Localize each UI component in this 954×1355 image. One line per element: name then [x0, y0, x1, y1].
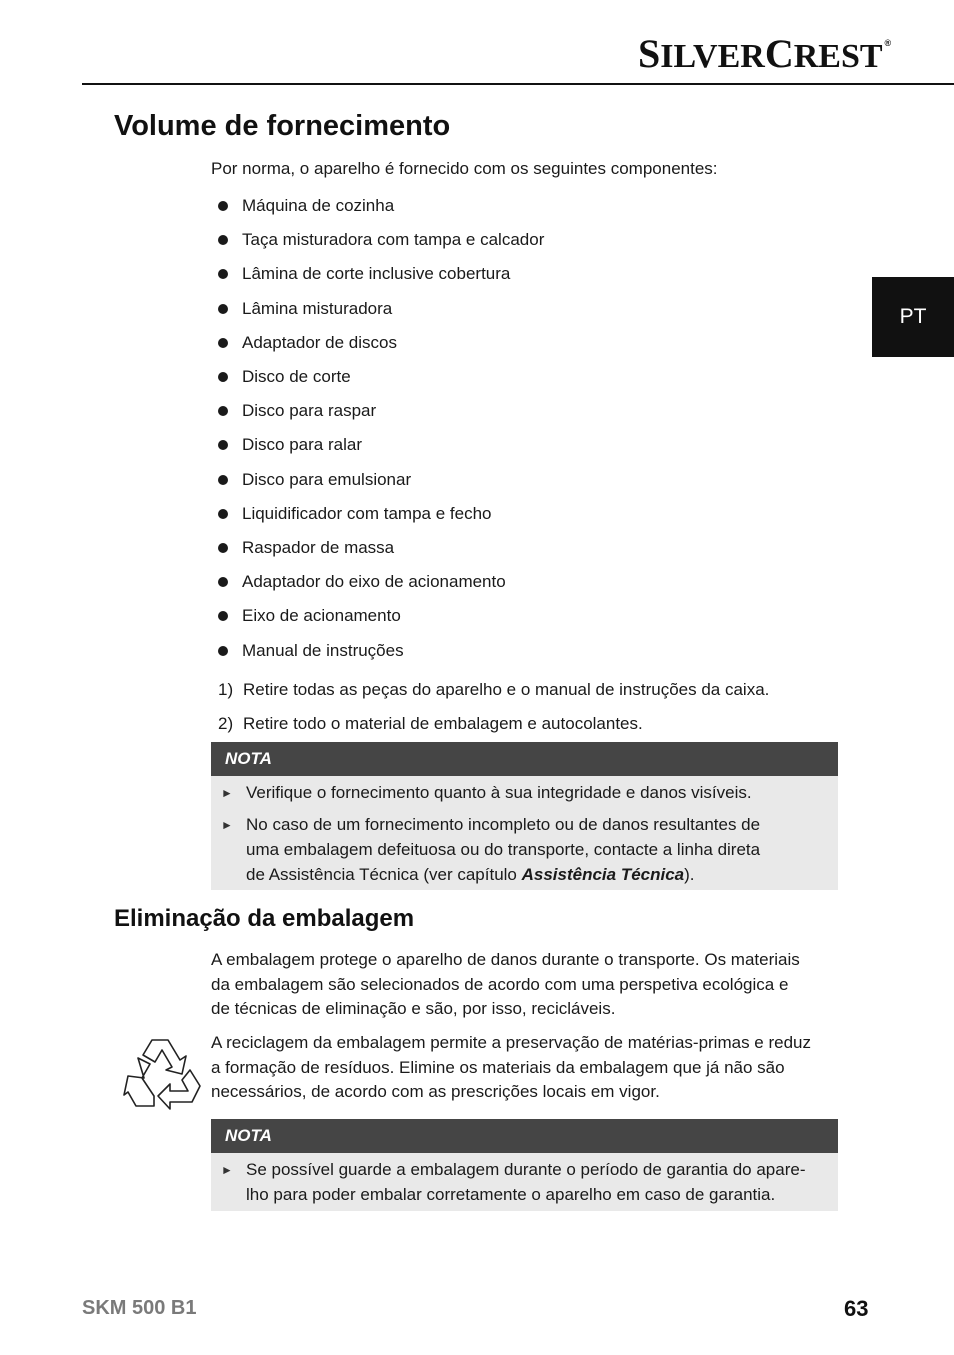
- list-item: Disco para raspar: [218, 394, 544, 428]
- component-list: [218, 189, 544, 668]
- disposal-paragraph-2: A reciclagem da embalagem permite a preservação de matérias-primas e reduz a formação de resíduos. Elimine os materiais da embalagem que já não são necessários, de acordo com as prescrições locais em vigor.: [211, 1033, 811, 1101]
- bullet-icon: [218, 269, 228, 279]
- note-item: ► No caso de um fornecimento incompleto ou de danos resultantes de uma embalagem defeituosa ou do transporte, contacte a linha direta de Assistência Técnica (ver capítulo Assistência Técnica).: [221, 812, 818, 887]
- list-item: Taça misturadora com tampa e calcador: [218, 223, 544, 257]
- arrow-right-icon: ►: [221, 1163, 233, 1177]
- chapter-reference: Assistência Técnica: [521, 865, 685, 884]
- list-item: Adaptador do eixo de acionamento: [218, 565, 544, 599]
- bullet-icon: [218, 611, 228, 621]
- section-title-delivery: Volume de fornecimento: [114, 110, 451, 142]
- bullet-icon: [218, 646, 228, 656]
- list-item: Manual de instruções: [218, 633, 544, 667]
- bullet-icon: [218, 440, 228, 450]
- recycle-icon: [122, 1036, 204, 1112]
- bullet-icon: [218, 235, 228, 245]
- list-item: Máquina de cozinha: [218, 189, 544, 223]
- list-item: Lâmina misturadora: [218, 292, 544, 326]
- step-item: 1) Retire todas as peças do aparelho e o manual de instruções da caixa.: [218, 680, 770, 699]
- bullet-icon: [218, 509, 228, 519]
- note-body: [211, 776, 838, 890]
- arrow-right-icon: ►: [221, 818, 233, 832]
- steps-list: [218, 673, 769, 741]
- list-item: Lâmina de corte inclusive cobertura: [218, 257, 544, 291]
- language-tab: PT: [872, 277, 954, 357]
- step-item: 2) Retire todo o material de embalagem e autocolantes.: [218, 714, 643, 733]
- page-number: 63: [844, 1296, 869, 1321]
- bullet-icon: [218, 304, 228, 314]
- bullet-icon: [218, 577, 228, 587]
- list-item: Disco de corte: [218, 360, 544, 394]
- header-rule: [82, 83, 954, 85]
- note-body: [211, 1153, 838, 1211]
- bullet-icon: [218, 543, 228, 553]
- note-header: NOTA: [211, 742, 838, 776]
- disposal-paragraph-1: A embalagem protege o aparelho de danos durante o transporte. Os materiais da embalagem são selecionados de acordo com uma perspetiva ecológica e de técnicas de eliminação e são, por isso, recicláveis.: [211, 950, 800, 1018]
- arrow-right-icon: ►: [221, 786, 233, 800]
- list-item: Disco para emulsionar: [218, 463, 544, 497]
- intro-text: Por norma, o aparelho é fornecido com os seguintes componentes:: [211, 159, 718, 178]
- note-item: ► Se possível guarde a embalagem durante o período de garantia do apare- lho para poder embalar corretamente o aparelho em caso de garantia.: [221, 1157, 818, 1207]
- bullet-icon: [218, 338, 228, 348]
- brand-logo: SILVERCREST ®: [638, 31, 892, 76]
- list-item: Eixo de acionamento: [218, 599, 544, 633]
- list-item: Liquidificador com tampa e fecho: [218, 497, 544, 531]
- section-title-disposal: Eliminação da embalagem: [114, 905, 415, 932]
- note-item: ► Verifique o fornecimento quanto à sua integridade e danos visíveis.: [221, 780, 818, 806]
- list-item: Disco para ralar: [218, 428, 544, 462]
- bullet-icon: [218, 406, 228, 416]
- footer-model: SKM 500 B1: [82, 1297, 197, 1319]
- bullet-icon: [218, 201, 228, 211]
- bullet-icon: [218, 475, 228, 485]
- list-item: Raspador de massa: [218, 531, 544, 565]
- list-item: Adaptador de discos: [218, 326, 544, 360]
- note-header: NOTA: [211, 1119, 838, 1153]
- bullet-icon: [218, 372, 228, 382]
